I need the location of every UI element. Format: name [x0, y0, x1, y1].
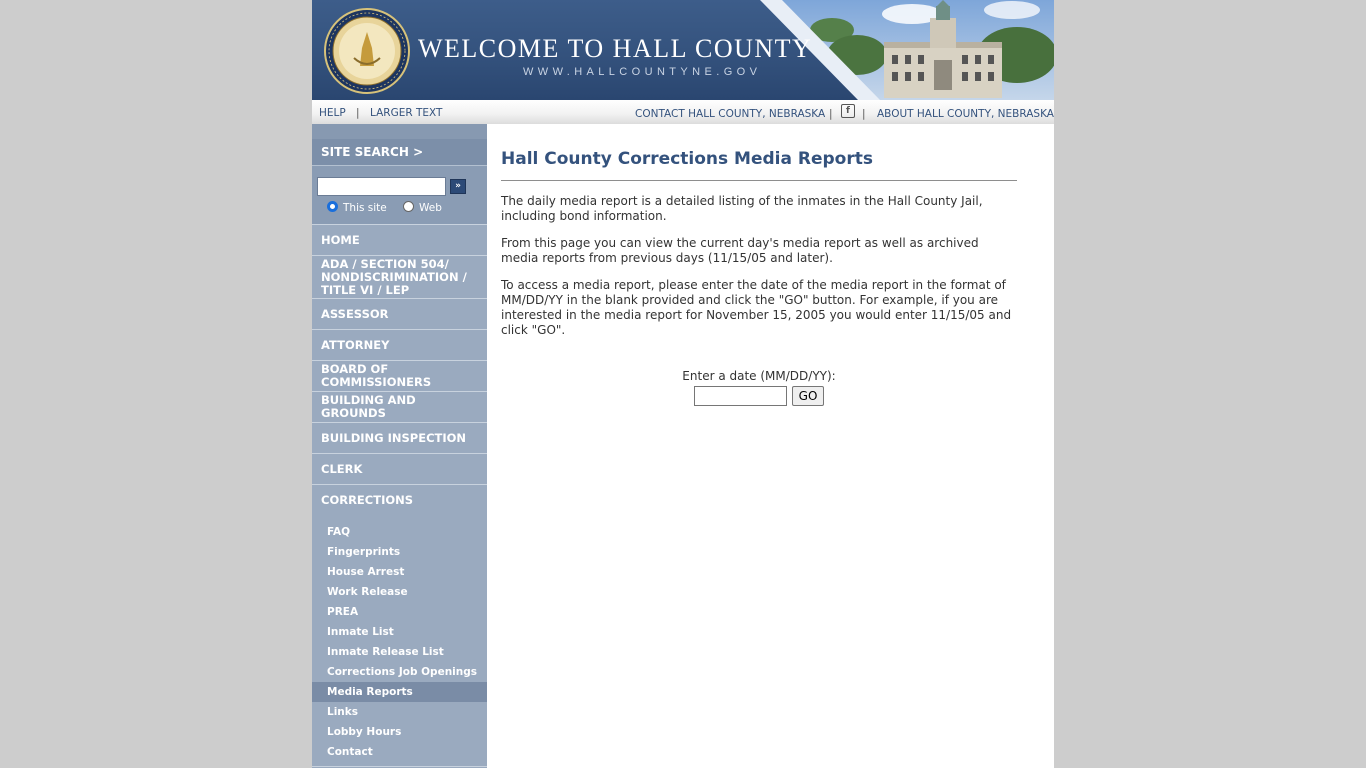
- archive-paragraph: From this page you can view the current day's media report as well as archived media reports from previous days (11/15/05 and later).: [501, 236, 979, 265]
- site-banner: [312, 0, 1054, 100]
- nav-item-clerk[interactable]: CLERK: [312, 454, 487, 485]
- nav-item-building-inspection[interactable]: BUILDING INSPECTION: [312, 423, 487, 454]
- utility-separator: |: [862, 108, 866, 120]
- search-option-site-label: This site: [343, 202, 387, 214]
- date-row: [501, 385, 1017, 406]
- nav-item-building-and-grounds[interactable]: BUILDING AND GROUNDS: [312, 392, 487, 423]
- utility-separator: |: [356, 107, 360, 119]
- search-option-web-label: Web: [419, 202, 442, 214]
- submenu-divider: [312, 762, 487, 767]
- subnav-inmate-release-list[interactable]: Inmate Release List: [327, 646, 444, 658]
- subnav-corrections-job-openings[interactable]: Corrections Job Openings: [327, 666, 478, 678]
- subnav-prea[interactable]: PREA: [327, 606, 359, 618]
- subnav-work-release[interactable]: Work Release: [327, 586, 408, 598]
- subnav-contact[interactable]: Contact: [327, 746, 373, 758]
- instructions-paragraph: To access a media report, please enter the date of the media report in the format of MM/DD/YY in the blank provided and click the "GO" button. For example, if you are interested in the media report for November 15, 2005 you would enter 11/15/05 and click "GO".: [501, 278, 1012, 337]
- search-input[interactable]: [317, 177, 446, 196]
- radio-selected-icon[interactable]: [327, 201, 338, 212]
- site-title: WELCOME TO HALL COUNTY: [418, 34, 813, 63]
- search-option-site[interactable]: [327, 201, 387, 214]
- sidebar-top-band: [312, 124, 487, 139]
- nav-item-ada[interactable]: ADA / SECTION 504/ NONDISCRIMINATION / TITLE VI / LEP: [312, 256, 487, 299]
- title-divider: [501, 180, 1017, 181]
- nav-item-assessor[interactable]: ASSESSOR: [312, 299, 487, 330]
- about-link[interactable]: ABOUT HALL COUNTY, NEBRASKA: [877, 108, 1054, 120]
- subnav-inmate-list[interactable]: Inmate List: [327, 626, 394, 638]
- search-go-icon[interactable]: »: [450, 179, 466, 194]
- date-label: Enter a date (MM/DD/YY):: [682, 369, 836, 383]
- date-form: [501, 368, 1017, 406]
- corrections-submenu: [312, 516, 487, 767]
- county-seal-logo: [324, 8, 410, 94]
- site-search-heading[interactable]: SITE SEARCH >: [312, 139, 487, 166]
- main-content: [501, 148, 1017, 350]
- go-button[interactable]: GO: [792, 386, 825, 406]
- utility-separator: |: [829, 108, 833, 120]
- subnav-links[interactable]: Links: [327, 706, 358, 718]
- nav-item-attorney[interactable]: ATTORNEY: [312, 330, 487, 361]
- search-box: [312, 166, 487, 225]
- nav-item-corrections[interactable]: CORRECTIONS: [321, 493, 414, 507]
- subnav-faq[interactable]: FAQ: [327, 526, 351, 538]
- search-option-web[interactable]: [403, 201, 442, 214]
- nav-item-home[interactable]: HOME: [312, 225, 487, 256]
- contact-link[interactable]: CONTACT HALL COUNTY, NEBRASKA: [635, 108, 826, 120]
- nav-item-board-of-commissioners[interactable]: BOARD OF COMMISSIONERS: [312, 361, 487, 392]
- site-url: WWW.HALLCOUNTYNE.GOV: [523, 66, 762, 78]
- page: [312, 0, 1054, 768]
- page-title: Hall County Corrections Media Reports: [501, 149, 873, 169]
- utility-bar: [312, 100, 1054, 124]
- radio-unselected-icon[interactable]: [403, 201, 414, 212]
- facebook-icon[interactable]: f: [841, 104, 855, 118]
- subnav-media-reports[interactable]: Media Reports: [312, 682, 487, 702]
- subnav-fingerprints[interactable]: Fingerprints: [327, 546, 401, 558]
- help-link[interactable]: HELP: [319, 107, 346, 119]
- subnav-lobby-hours[interactable]: Lobby Hours: [327, 726, 402, 738]
- date-input[interactable]: [694, 386, 787, 406]
- intro-paragraph: The daily media report is a detailed listing of the inmates in the Hall County Jail, including bond information.: [501, 194, 983, 223]
- subnav-house-arrest[interactable]: House Arrest: [327, 566, 405, 578]
- sidebar: [312, 124, 487, 768]
- larger-text-link[interactable]: LARGER TEXT: [370, 107, 443, 119]
